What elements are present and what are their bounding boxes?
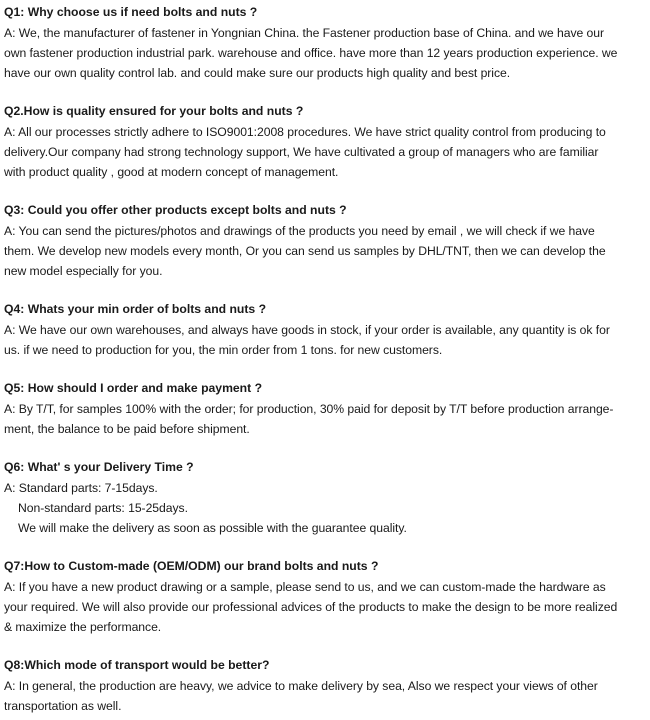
answer-line: A: We have our own warehouses, and always have goods in stock, if your order is available, any quantity is ok for <box>4 323 610 337</box>
faq-question: Q7:How to Custom-made (OEM/ODM) our brand bolts and nuts ? <box>4 559 379 573</box>
faq-item-q5 <box>4 379 646 439</box>
faq-question: Q8:Which mode of transport would be better? <box>4 658 270 672</box>
answer-line: your required. We will also provide our professional advices of the products to make the design to be more realized <box>4 600 618 614</box>
faq-question: Q3: Could you offer other products except bolts and nuts ? <box>4 203 347 217</box>
faq-answer <box>4 676 646 716</box>
faq-question: Q4: Whats your min order of bolts and nuts ? <box>4 302 267 316</box>
faq-item-q7 <box>4 557 646 637</box>
answer-line: We will make the delivery as soon as possible with the guarantee quality. <box>18 521 407 535</box>
answer-line: transportation as well. <box>4 699 122 713</box>
answer-line: own fastener production industrial park. warehouse and office. have more than 12 years production experience. we <box>4 46 618 60</box>
answer-line: new model especially for you. <box>4 264 163 278</box>
faq-answer <box>4 577 646 637</box>
faq-answer <box>4 320 646 360</box>
answer-line: & maximize the performance. <box>4 620 162 634</box>
answer-line: Non-standard parts: 15-25days. <box>18 501 188 515</box>
faq-answer <box>4 221 646 281</box>
faq-answer <box>4 122 646 182</box>
answer-line: A: We, the manufacturer of fastener in Yongnian China. the Fastener production base of China. and we have our <box>4 26 605 40</box>
answer-line: A: If you have a new product drawing or a sample, please send to us, and we can custom-made the hardware as <box>4 580 606 594</box>
answer-line: A: You can send the pictures/photos and drawings of the products you need by email , we will check if we have <box>4 224 595 238</box>
answer-line: delivery.Our company had strong technology support, We have cultivated a group of managers who are familiar <box>4 145 599 159</box>
faq-item-q4 <box>4 300 646 360</box>
answer-line: them. We develop new models every month, Or you can send us samples by DHL/TNT, then we can develop the <box>4 244 606 258</box>
answer-line: A: By T/T, for samples 100% with the order; for production, 30% paid for deposit by T/T before production arrange- <box>4 402 614 416</box>
faq-answer <box>4 478 646 538</box>
faq-question: Q5: How should I order and make payment ? <box>4 381 263 395</box>
answer-line: A: All our processes strictly adhere to ISO9001:2008 procedures. We have strict quality control from producing to <box>4 125 606 139</box>
answer-line: A: Standard parts: 7-15days. <box>4 481 158 495</box>
faq-question: Q2.How is quality ensured for your bolts and nuts ? <box>4 104 304 118</box>
faq-answer <box>4 399 646 439</box>
faq-item-q1 <box>4 3 646 83</box>
faq-item-q2 <box>4 102 646 182</box>
answer-line: with product quality , good at modern concept of management. <box>4 165 339 179</box>
faq-item-q8 <box>4 656 646 716</box>
faq-item-q3 <box>4 201 646 281</box>
answer-line: us. if we need to production for you, the min order from 1 tons. for new customers. <box>4 343 443 357</box>
faq-question: Q1: Why choose us if need bolts and nuts ? <box>4 5 258 19</box>
answer-line: ment, the balance to be paid before shipment. <box>4 422 250 436</box>
faq-answer <box>4 23 646 83</box>
answer-line: have our own quality control lab. and could make sure our products high quality and best price. <box>4 66 511 80</box>
faq-question: Q6: What' s your Delivery Time ? <box>4 460 194 474</box>
answer-line: A: In general, the production are heavy, we advice to make delivery by sea, Also we respect your views of other <box>4 679 598 693</box>
faq-item-q6 <box>4 458 646 538</box>
